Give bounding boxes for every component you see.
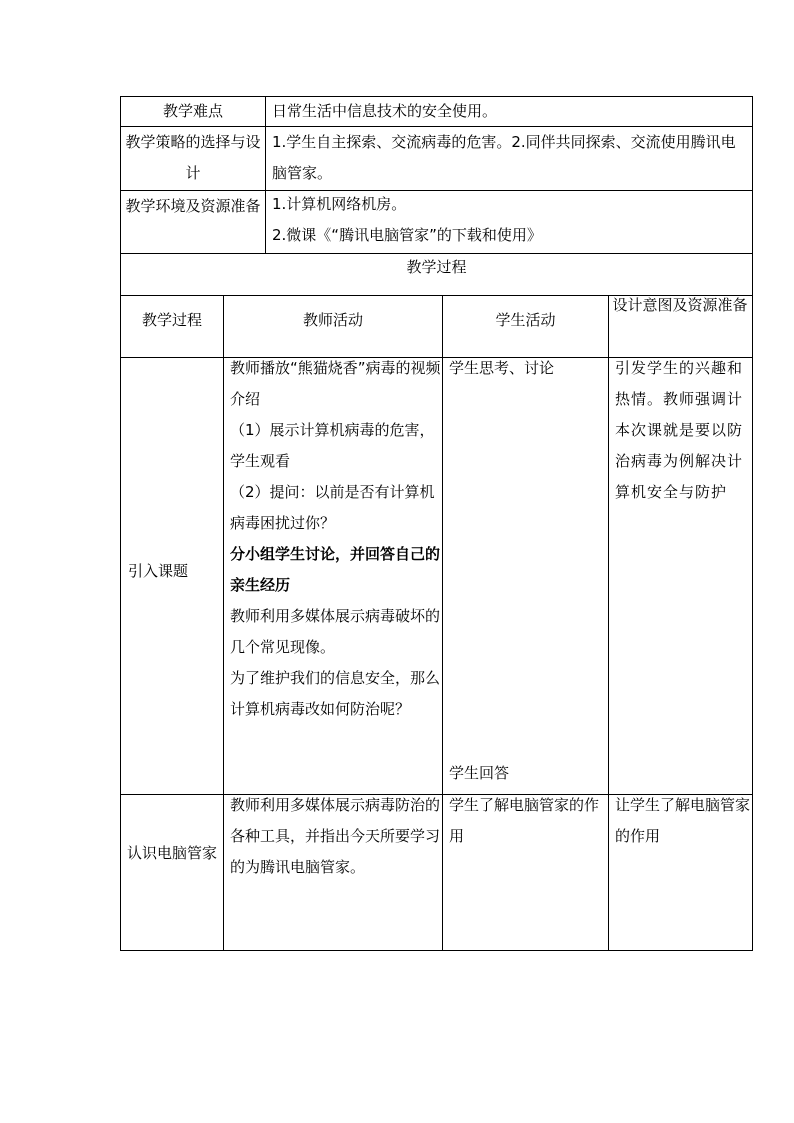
difficulty-label: 教学难点	[162, 102, 223, 120]
teacher-line: 教师播放“熊猫烧香”病毒的视频介绍	[230, 359, 441, 408]
teacher-line: （2）提问：以前是否有计算机病毒困扰过你？	[230, 483, 435, 532]
environment-line: 1.计算机网络机房。	[272, 195, 407, 213]
teacher-line: 教师利用多媒体展示病毒破坏的几个常见现像。	[230, 607, 441, 656]
teacher-activity: 教师利用多媒体展示病毒防治的各种工具，并指出今天所要学习的为腾讯电脑管家。	[230, 796, 441, 876]
design-intent: 让学生了解电脑管家的作用	[615, 796, 751, 845]
design-intent: 引发学生的兴趣和热情。教师强调计本次课就是要以防治病毒为例解决计算机安全与防护	[615, 359, 744, 501]
rule	[120, 950, 753, 951]
column-header-student: 学生活动	[495, 311, 556, 329]
stage-name: 引入课题	[128, 562, 189, 580]
rule	[223, 295, 224, 951]
stage-name: 认识电脑管家	[126, 844, 217, 862]
rule	[442, 295, 443, 951]
environment-label: 教学环境及资源准备	[125, 197, 261, 215]
rule	[120, 96, 121, 951]
student-activity: 学生了解电脑管家的作用	[449, 796, 600, 845]
student-activity: 学生思考、讨论	[449, 359, 555, 377]
rule	[752, 96, 753, 951]
rule	[608, 295, 609, 951]
teacher-line-emphasis: 分小组学生讨论，并回答自己的亲生经历	[230, 545, 441, 594]
teacher-line: （1）展示计算机病毒的危害，学生观看	[230, 421, 435, 470]
environment-value	[272, 189, 750, 251]
difficulty-value: 日常生活中信息技术的安全使用。	[272, 102, 498, 120]
rule	[265, 96, 266, 253]
teacher-line: 为了维护我们的信息安全，那么计算机病毒改如何防治呢？	[230, 669, 441, 718]
column-header-stage: 教学过程	[141, 311, 202, 329]
process-title: 教学过程	[406, 258, 467, 276]
strategy-value: 1.学生自主探索、交流病毒的危害。2.同伴共同探索、交流使用腾讯电脑管家。	[272, 133, 736, 182]
strategy-label: 教学策略的选择与设计	[125, 133, 261, 182]
column-header-teacher: 教师活动	[302, 311, 363, 329]
environment-line: 2.微课《“腾讯电脑管家”的下载和使用》	[272, 226, 542, 244]
column-header-intent: 设计意图及资源准备	[612, 296, 748, 314]
teacher-activity	[230, 353, 442, 725]
student-activity: 学生回答	[449, 764, 510, 782]
